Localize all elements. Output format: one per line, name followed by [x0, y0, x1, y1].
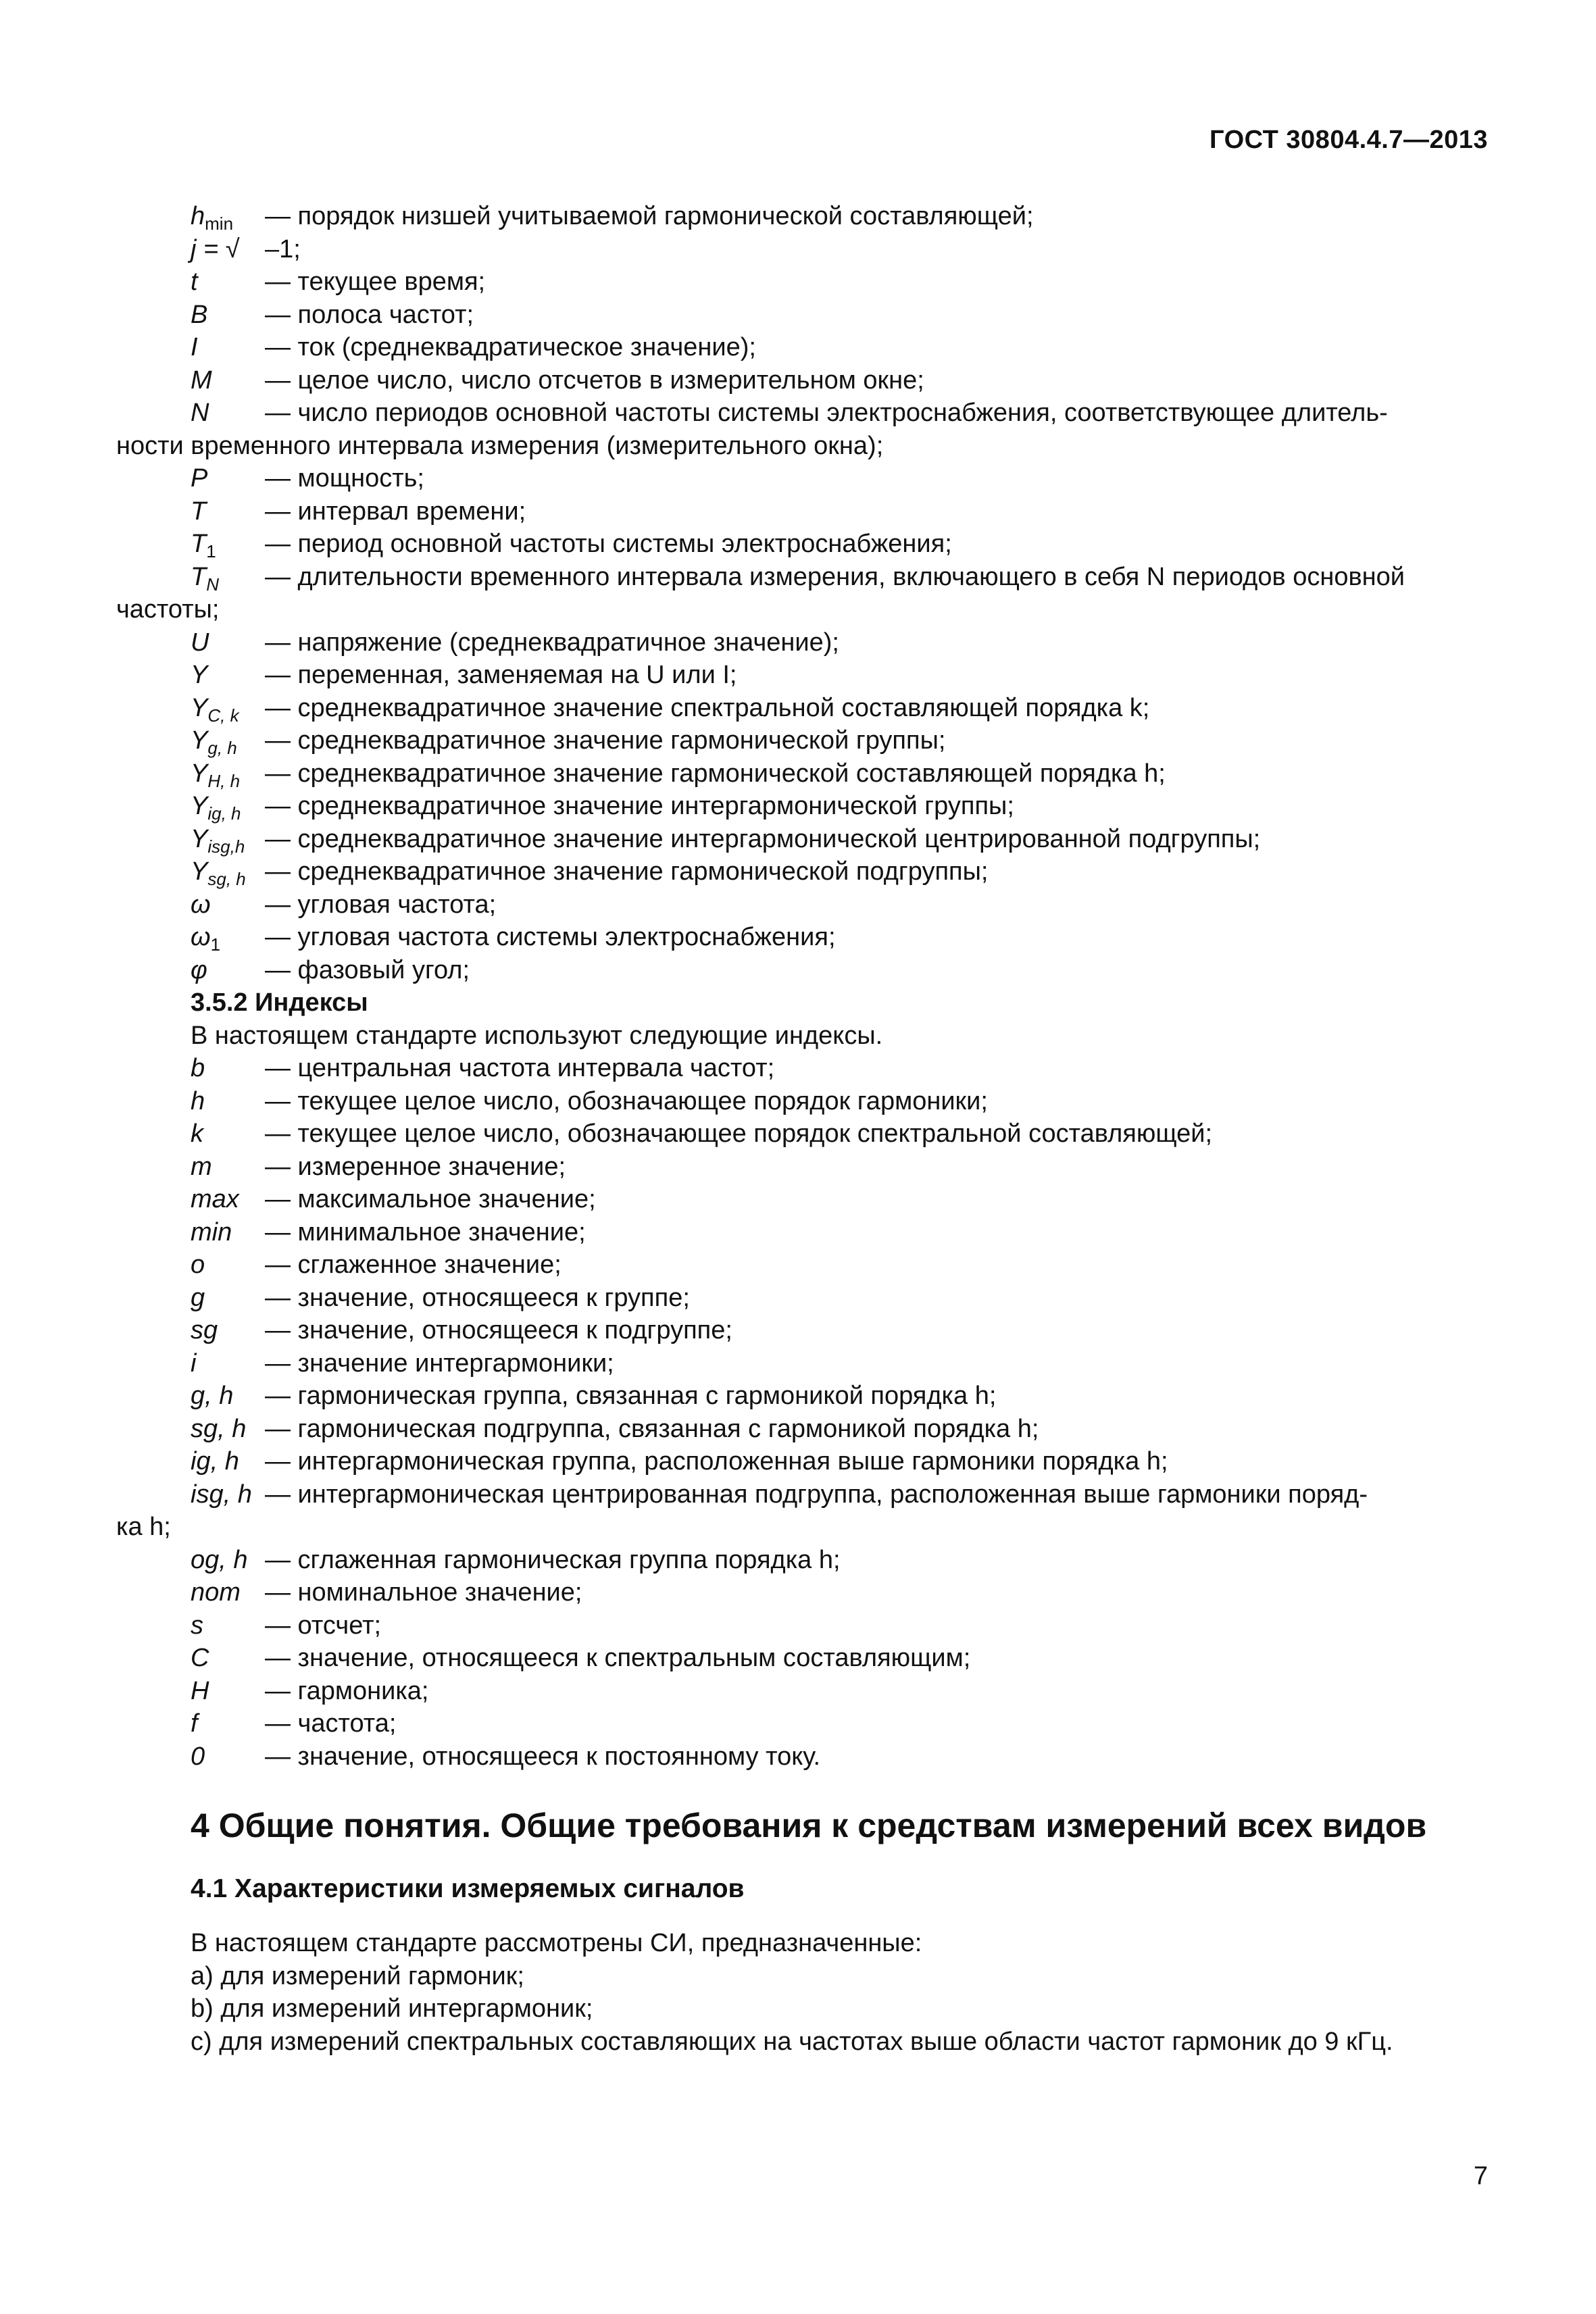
index-symbol	[119, 1380, 265, 1413]
index-symbol-main: b	[191, 1054, 205, 1082]
index-symbol-main: min	[191, 1217, 232, 1247]
index-row	[119, 1675, 1477, 1708]
section-4-title: 4 Общие понятия. Общие требования к средствам измерений всех видов	[191, 1807, 1427, 1844]
index-row	[119, 1151, 1477, 1184]
index-symbol	[119, 1085, 265, 1118]
symbol-row	[119, 528, 1477, 561]
index-row	[119, 1576, 1477, 1609]
index-row	[119, 1609, 1477, 1642]
symbol-symbol-main: M	[191, 366, 212, 395]
symbol-symbol	[119, 888, 265, 922]
index-row	[119, 1282, 1477, 1315]
index-symbol	[119, 1282, 265, 1315]
symbol-symbol	[119, 495, 265, 528]
index-description: — сглаженная гармоническая группа порядка h;	[265, 1545, 841, 1574]
index-description: — интергармоническая группа, расположенная выше гармоники порядка h;	[265, 1447, 1168, 1476]
index-symbol	[119, 1413, 265, 1446]
index-symbol-main: f	[191, 1709, 198, 1738]
index-symbol-main: og, h	[191, 1545, 248, 1574]
symbol-row	[119, 397, 1477, 430]
symbol-description: — ток (среднеквадратическое значение);	[265, 333, 756, 361]
symbol-symbol-main: h	[191, 202, 205, 230]
symbol-symbol-main: Y	[191, 759, 208, 788]
symbol-symbol-main: N	[191, 399, 209, 427]
paragraph: В настоящем стандарте рассмотрены СИ, предназначенные:	[191, 1929, 922, 1957]
symbol-description: — полоса частот;	[265, 300, 474, 329]
symbol-symbol-main: B	[191, 300, 208, 329]
index-symbol	[119, 1183, 265, 1216]
index-description: — частота;	[265, 1709, 397, 1738]
symbol-symbol-main: T	[191, 497, 207, 526]
symbol-symbol	[119, 954, 265, 987]
page-content	[116, 200, 1477, 2058]
index-symbol	[119, 1216, 265, 1249]
index-symbol	[119, 1117, 265, 1151]
symbol-symbol-main: I	[191, 333, 198, 361]
index-row	[119, 1707, 1477, 1740]
symbol-symbol-subscript: N	[206, 574, 219, 595]
index-description: — текущее целое число, обозначающее порядок спектральной составляющей;	[265, 1120, 1213, 1148]
index-symbol	[119, 1052, 265, 1085]
symbol-symbol-main: Y	[191, 693, 208, 722]
symbol-description: –1;	[265, 234, 301, 263]
symbol-symbol-subscript: C, k	[207, 705, 239, 726]
subsection-4-1-title: 4.1 Характеристики измеряемых сигналов	[191, 1874, 745, 1903]
symbol-description: — напряжение (среднеквадратичное значение);	[265, 628, 839, 657]
symbol-symbol	[119, 692, 265, 725]
symbol-description: — среднеквадратичное значение гармонической группы;	[265, 726, 946, 755]
symbol-description: — среднеквадратичное значение спектральной составляющей порядка k;	[265, 693, 1150, 722]
index-row	[119, 1314, 1477, 1347]
indices-list	[116, 1052, 1477, 1773]
index-symbol-main: s	[191, 1611, 203, 1640]
symbol-symbol	[119, 528, 265, 561]
index-symbol-main: g, h	[191, 1382, 234, 1410]
symbol-symbol	[119, 462, 265, 495]
symbol-symbol-subscript: H, h	[207, 770, 241, 791]
symbol-description: — интервал времени;	[265, 497, 526, 526]
symbol-symbol-main: Y	[191, 661, 208, 689]
index-symbol-main: ig, h	[191, 1447, 239, 1476]
index-row	[119, 1085, 1477, 1118]
symbol-symbol	[119, 364, 265, 397]
index-row	[119, 1216, 1477, 1249]
symbol-continuation: частоты;	[116, 595, 220, 624]
symbol-row	[119, 888, 1477, 922]
list-item-b: b) для измерений интергармоник;	[191, 1994, 593, 2023]
index-symbol	[119, 1478, 265, 1511]
index-symbol	[119, 1675, 265, 1708]
symbols-list	[116, 200, 1477, 986]
index-symbol-main: max	[191, 1185, 239, 1213]
index-row	[119, 1249, 1477, 1282]
symbol-description: — число периодов основной частоты системы электроснабжения, соответствующее длитель-	[265, 399, 1388, 427]
symbol-symbol	[119, 724, 265, 757]
symbol-row	[119, 561, 1477, 594]
index-row	[119, 1478, 1477, 1511]
index-row	[119, 1740, 1477, 1774]
index-symbol-main: sg	[191, 1316, 218, 1344]
index-description: — центральная частота интервала частот;	[265, 1054, 775, 1082]
index-description: — гармоническая подгруппа, связанная с гармоникой порядка h;	[265, 1414, 1039, 1443]
index-symbol-main: m	[191, 1152, 212, 1181]
symbol-row	[119, 692, 1477, 725]
symbol-row	[119, 954, 1477, 987]
symbol-row	[119, 855, 1477, 888]
index-symbol	[119, 1445, 265, 1478]
symbol-symbol-main: Y	[191, 792, 208, 820]
index-symbol	[119, 1642, 265, 1675]
symbol-row	[119, 233, 1477, 266]
symbol-symbol-subscript: 1	[210, 934, 221, 955]
index-description: — гармоника;	[265, 1676, 429, 1705]
symbol-symbol-subscript: min	[205, 213, 234, 234]
symbol-row	[119, 364, 1477, 397]
index-row	[119, 1183, 1477, 1216]
index-symbol-main: nom	[191, 1578, 241, 1607]
symbol-symbol-subscript: 1	[206, 541, 216, 561]
symbol-symbol	[119, 200, 265, 233]
symbol-row	[119, 823, 1477, 856]
index-description: — текущее целое число, обозначающее порядок гармоники;	[265, 1086, 988, 1115]
symbol-symbol-main: t	[191, 268, 198, 296]
symbol-symbol-main: ω	[191, 890, 211, 919]
index-symbol	[119, 1609, 265, 1642]
index-row	[119, 1544, 1477, 1577]
symbol-symbol	[119, 790, 265, 823]
symbol-symbol	[119, 659, 265, 692]
index-row	[119, 1413, 1477, 1446]
index-continuation: ка h;	[116, 1513, 171, 1541]
symbol-symbol	[119, 331, 265, 364]
symbol-symbol	[119, 757, 265, 790]
symbol-row	[119, 757, 1477, 790]
symbol-row	[119, 462, 1477, 495]
symbol-row	[119, 724, 1477, 757]
symbol-symbol-subscript: ig, h	[207, 803, 241, 824]
symbol-row	[119, 921, 1477, 954]
index-description: — значение, относящееся к постоянному току.	[265, 1742, 821, 1771]
index-row	[119, 1117, 1477, 1151]
index-symbol-main: g	[191, 1283, 205, 1312]
index-symbol	[119, 1707, 265, 1740]
index-symbol-main: isg, h	[191, 1480, 252, 1509]
index-symbol-main: sg, h	[191, 1414, 247, 1443]
symbol-symbol-subscript: isg,h	[207, 836, 245, 857]
symbol-row	[119, 299, 1477, 332]
symbol-description: — длительности временного интервала измерения, включающего в себя N периодов основной	[265, 562, 1405, 591]
document-header: ГОСТ 30804.4.7—2013	[1210, 126, 1488, 154]
index-description: — значение, относящееся к подгруппе;	[265, 1316, 732, 1344]
symbol-symbol-subscript: sg, h	[207, 869, 246, 889]
index-description: — отсчет;	[265, 1611, 382, 1640]
index-description: — максимальное значение;	[265, 1185, 596, 1213]
symbol-symbol-subscript: g, h	[207, 738, 237, 758]
symbol-description: — угловая частота системы электроснабжения;	[265, 923, 836, 951]
index-description: — сглаженное значение;	[265, 1251, 562, 1279]
symbol-symbol-main: Y	[191, 857, 208, 886]
list-item-a: a) для измерений гармоник;	[191, 1961, 524, 1990]
index-description: — измеренное значение;	[265, 1152, 566, 1181]
symbol-description: — среднеквадратичное значение интергармонической центрированной подгруппы;	[265, 824, 1261, 853]
index-symbol	[119, 1544, 265, 1577]
symbol-row	[119, 266, 1477, 299]
index-row	[119, 1642, 1477, 1675]
symbol-description: — порядок низшей учитываемой гармонической составляющей;	[265, 202, 1034, 230]
index-symbol-main: k	[191, 1120, 203, 1148]
index-description: — гармоническая группа, связанная с гармоникой порядка h;	[265, 1382, 997, 1410]
index-symbol	[119, 1576, 265, 1609]
index-row	[119, 1445, 1477, 1478]
symbol-symbol-main: Y	[191, 726, 208, 755]
index-description: — значение интергармоники;	[265, 1349, 614, 1378]
index-description: — значение, относящееся к спектральным составляющим;	[265, 1644, 971, 1672]
symbol-symbol	[119, 233, 265, 266]
symbol-row	[119, 659, 1477, 692]
symbol-symbol	[119, 266, 265, 299]
symbol-symbol-main: j = √	[191, 234, 240, 263]
symbol-symbol-main: P	[191, 464, 208, 493]
symbol-symbol-main: T	[191, 562, 207, 591]
symbol-description: — среднеквадратичное значение гармонической подгруппы;	[265, 857, 989, 886]
symbol-symbol-main: ω	[191, 923, 211, 951]
symbol-row	[119, 790, 1477, 823]
index-symbol	[119, 1249, 265, 1282]
symbol-continuation: ности временного интервала измерения (измерительного окна);	[116, 431, 884, 460]
index-symbol-main: H	[191, 1676, 209, 1705]
symbol-symbol	[119, 823, 265, 856]
index-description: — значение, относящееся к группе;	[265, 1283, 690, 1312]
symbol-description: — переменная, заменяемая на U или I;	[265, 661, 737, 689]
indices-intro: В настоящем стандарте используют следующие индексы.	[191, 1021, 883, 1050]
index-description: — интергармоническая центрированная подгруппа, расположенная выше гармоники поряд-	[265, 1480, 1368, 1509]
index-symbol	[119, 1314, 265, 1347]
symbol-symbol	[119, 299, 265, 332]
symbol-symbol-main: T	[191, 530, 207, 558]
page-number: 7	[1473, 2162, 1488, 2190]
index-symbol-main: i	[191, 1349, 197, 1378]
index-row	[119, 1380, 1477, 1413]
index-symbol-main: C	[191, 1644, 209, 1672]
symbol-description: — среднеквадратичное значение гармонической составляющей порядка h;	[265, 759, 1166, 788]
symbol-row	[119, 495, 1477, 528]
symbol-symbol	[119, 855, 265, 888]
index-symbol-main: o	[191, 1251, 205, 1279]
symbol-symbol-main: U	[191, 628, 209, 657]
index-description: — минимальное значение;	[265, 1217, 586, 1247]
symbol-description: — среднеквадратичное значение интергармонической группы;	[265, 792, 1014, 820]
index-description: — номинальное значение;	[265, 1578, 582, 1607]
symbol-symbol	[119, 626, 265, 659]
index-symbol	[119, 1347, 265, 1380]
symbol-symbol	[119, 921, 265, 954]
index-symbol-main: h	[191, 1086, 205, 1115]
symbol-description: — период основной частоты системы электроснабжения;	[265, 530, 952, 558]
symbol-description: — фазовый угол;	[265, 955, 470, 984]
symbol-row	[119, 626, 1477, 659]
symbol-description: — угловая частота;	[265, 890, 497, 919]
indices-section-title: 3.5.2 Индексы	[191, 988, 368, 1017]
index-symbol	[119, 1740, 265, 1774]
symbol-symbol-main: φ	[191, 955, 207, 984]
index-row	[119, 1347, 1477, 1380]
index-symbol	[119, 1151, 265, 1184]
list-item-c: c) для измерений спектральных составляющих на частотах выше области частот гармоник до 9 кГц.	[191, 2027, 1393, 2056]
index-row	[119, 1052, 1477, 1085]
symbol-symbol	[119, 397, 265, 430]
symbol-description: — текущее время;	[265, 268, 486, 296]
symbol-description: — целое число, число отсчетов в измерительном окне;	[265, 366, 924, 395]
symbol-row	[119, 331, 1477, 364]
symbol-description: — мощность;	[265, 464, 424, 493]
symbol-symbol-main: Y	[191, 824, 208, 853]
symbol-row	[119, 200, 1477, 233]
index-symbol-main: 0	[191, 1742, 205, 1771]
symbol-symbol	[119, 561, 265, 594]
